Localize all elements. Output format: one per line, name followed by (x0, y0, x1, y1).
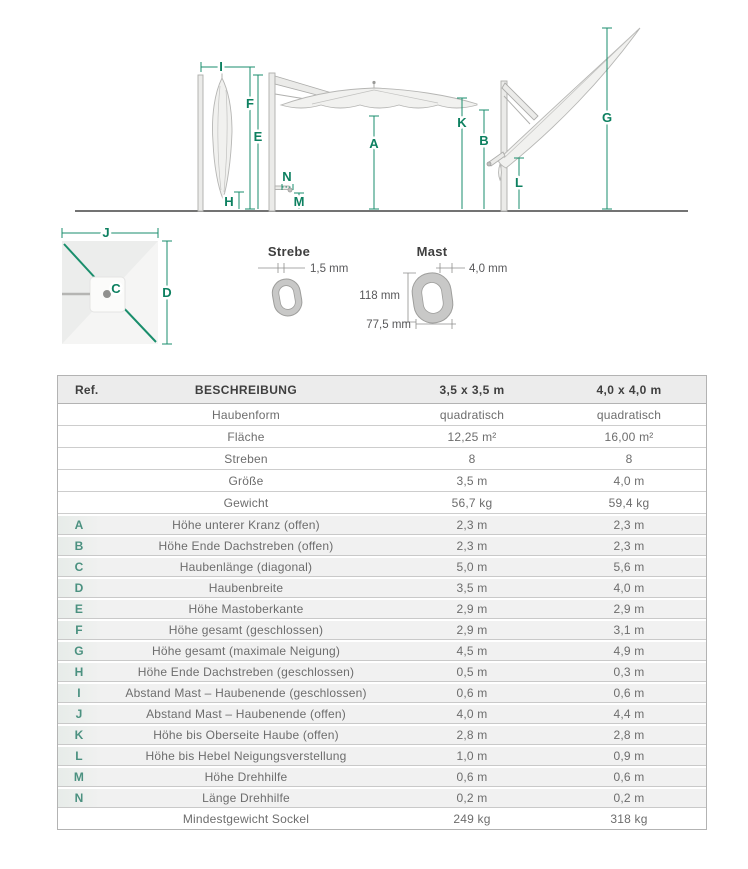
dim-label-a: A (369, 136, 379, 151)
ref-cell: B (58, 535, 100, 556)
value-cell: 2,8 m (392, 724, 552, 745)
ref-cell (58, 426, 100, 448)
description-cell: Gewicht (100, 492, 392, 514)
value-cell: 5,6 m (552, 556, 706, 577)
header-size-2: 4,0 x 4,0 m (552, 376, 706, 404)
table-row (58, 514, 706, 535)
mast-profile-width-label: 77,5 mm (366, 319, 411, 331)
value-cell: 2,9 m (552, 598, 706, 619)
mast-profile-height-label: 118 mm (359, 290, 400, 302)
ref-cell: G (58, 640, 100, 661)
table-row (58, 404, 706, 426)
table-row (58, 682, 706, 703)
value-cell: 2,9 m (392, 598, 552, 619)
dim-label-b: B (479, 133, 489, 148)
dim-label-h: H (224, 194, 234, 209)
dim-label-e: E (253, 129, 263, 144)
description-cell: Höhe unterer Kranz (offen) (100, 514, 392, 535)
ref-cell: L (58, 745, 100, 766)
value-cell: 4,9 m (552, 640, 706, 661)
description-cell: Haubenform (100, 404, 392, 426)
table-row (58, 426, 706, 448)
value-cell: 59,4 kg (552, 492, 706, 514)
ref-cell: E (58, 598, 100, 619)
value-cell: 4,5 m (392, 640, 552, 661)
value-cell: 0,9 m (552, 745, 706, 766)
value-cell: 2,8 m (552, 724, 706, 745)
value-cell: 0,6 m (392, 766, 552, 787)
ref-cell: M (58, 766, 100, 787)
table-header-row (58, 376, 706, 404)
value-cell: 3,1 m (552, 619, 706, 640)
description-cell: Streben (100, 448, 392, 470)
ref-cell: F (58, 619, 100, 640)
ref-cell (58, 492, 100, 514)
ref-cell: K (58, 724, 100, 745)
table-row (58, 745, 706, 766)
tilted-umbrella-figure (487, 28, 640, 211)
value-cell: 4,0 m (552, 577, 706, 598)
mast-wall-thickness-label: 4,0 mm (469, 263, 508, 275)
value-cell: 3,5 m (392, 470, 552, 492)
value-cell: 0,6 m (552, 766, 706, 787)
description-cell: Höhe bis Hebel Neigungsverstellung (100, 745, 392, 766)
value-cell: 4,0 m (392, 703, 552, 724)
dim-label-d: D (162, 285, 172, 300)
header-description: BESCHREIBUNG (100, 376, 392, 404)
value-cell: 0,3 m (552, 661, 706, 682)
mast-cross-section (359, 244, 507, 331)
strut-wall-thickness-label: 1,5 mm (310, 263, 349, 275)
dim-label-j: J (102, 225, 110, 240)
description-cell: Höhe Ende Dachstreben (offen) (100, 535, 392, 556)
value-cell: 0,2 m (552, 787, 706, 808)
ref-cell: N (58, 787, 100, 808)
mast-section-title: Mast (416, 244, 448, 259)
description-cell: Höhe bis Oberseite Haube (offen) (100, 724, 392, 745)
value-cell: 4,4 m (552, 703, 706, 724)
description-cell: Höhe Mastoberkante (100, 598, 392, 619)
ref-cell (58, 470, 100, 492)
description-cell: Höhe Drehhilfe (100, 766, 392, 787)
table-row (58, 598, 706, 619)
description-cell: Fläche (100, 426, 392, 448)
value-cell: 0,5 m (392, 661, 552, 682)
umbrella-dimension-diagram (0, 0, 748, 362)
ref-cell: I (58, 682, 100, 703)
table-row (58, 787, 706, 808)
description-cell: Länge Drehhilfe (100, 787, 392, 808)
table-row (58, 703, 706, 724)
dim-label-i: I (219, 59, 223, 74)
dim-label-m: M (293, 194, 305, 209)
table-row (58, 640, 706, 661)
dim-label-c: C (111, 281, 121, 296)
description-cell: Größe (100, 470, 392, 492)
value-cell: 8 (552, 448, 706, 470)
value-cell: 16,00 m² (552, 426, 706, 448)
table-row (58, 724, 706, 745)
spec-table-body (58, 404, 706, 829)
value-cell: 0,6 m (392, 682, 552, 703)
description-cell: Mindestgewicht Sockel (100, 808, 392, 829)
value-cell: 0,6 m (552, 682, 706, 703)
value-cell: quadratisch (392, 404, 552, 426)
header-size-1: 3,5 x 3,5 m (392, 376, 552, 404)
spec-table (57, 375, 707, 830)
ref-cell (58, 404, 100, 426)
description-cell: Haubenbreite (100, 577, 392, 598)
table-row (58, 470, 706, 492)
table-row (58, 661, 706, 682)
table-row (58, 619, 706, 640)
dim-label-g: G (601, 110, 613, 125)
value-cell: 249 kg (392, 808, 552, 829)
value-cell: 12,25 m² (392, 426, 552, 448)
description-cell: Höhe gesamt (geschlossen) (100, 619, 392, 640)
description-cell: Abstand Mast – Haubenende (geschlossen) (100, 682, 392, 703)
table-row (58, 577, 706, 598)
value-cell: 2,9 m (392, 619, 552, 640)
header-ref: Ref. (58, 376, 100, 404)
value-cell: 2,3 m (552, 535, 706, 556)
value-cell: 5,0 m (392, 556, 552, 577)
dim-label-k: K (457, 115, 467, 130)
ref-cell (58, 448, 100, 470)
dim-label-l: L (515, 175, 523, 190)
strut-cross-section (258, 244, 348, 318)
open-umbrella-figure (253, 73, 489, 211)
description-cell: Abstand Mast – Haubenende (offen) (100, 703, 392, 724)
description-cell: Höhe Ende Dachstreben (geschlossen) (100, 661, 392, 682)
description-cell: Haubenlänge (diagonal) (100, 556, 392, 577)
value-cell: 3,5 m (392, 577, 552, 598)
value-cell: 2,3 m (392, 535, 552, 556)
dim-label-n: N (282, 169, 292, 184)
ref-cell: A (58, 514, 100, 535)
value-cell: 4,0 m (552, 470, 706, 492)
canopy-top-view (62, 225, 172, 344)
ref-cell: J (58, 703, 100, 724)
ref-cell (58, 808, 100, 829)
dim-label-f: F (246, 96, 254, 111)
value-cell: 318 kg (552, 808, 706, 829)
ref-cell: D (58, 577, 100, 598)
value-cell: quadratisch (552, 404, 706, 426)
table-row (58, 556, 706, 577)
ref-cell: C (58, 556, 100, 577)
table-row (58, 448, 706, 470)
table-row (58, 492, 706, 514)
description-cell: Höhe gesamt (maximale Neigung) (100, 640, 392, 661)
strut-section-title: Strebe (267, 244, 311, 259)
ref-cell: H (58, 661, 100, 682)
table-row (58, 535, 706, 556)
table-row (58, 766, 706, 787)
value-cell: 1,0 m (392, 745, 552, 766)
closed-umbrella-figure (198, 59, 255, 211)
value-cell: 56,7 kg (392, 492, 552, 514)
value-cell: 8 (392, 448, 552, 470)
table-row (58, 808, 706, 829)
value-cell: 0,2 m (392, 787, 552, 808)
value-cell: 2,3 m (392, 514, 552, 535)
value-cell: 2,3 m (552, 514, 706, 535)
